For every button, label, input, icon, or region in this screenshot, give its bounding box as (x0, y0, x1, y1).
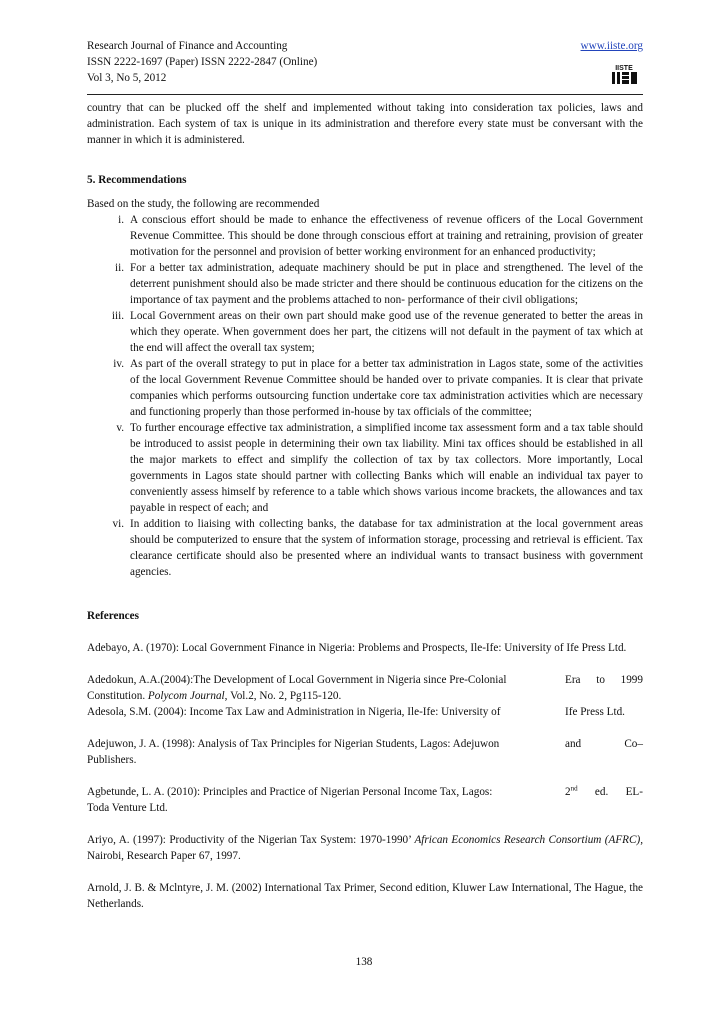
references-heading: References (87, 610, 139, 622)
logo-text: IISTE (615, 65, 633, 72)
list-item: iii. Local Government areas on their own part should make good use of the revenue generated to better the areas in which they operate. When government does her part, the citizens will not default in the payment of tax which at the end will affect the overall tax system; (111, 310, 643, 354)
list-item: ii. For a better tax administration, adequate machinery should be put in place and strengthened. The level of the deterrent punishment should also be made stricter and there should be continuous education for the citizens on the importance of tax payment and the problems attached to non- performance of their civil obligations; (114, 262, 643, 306)
reference-adedokun: Adedokun, A.A.(2004):The Development of Local Government in Nigeria since Pre-Colonial Era to 1999 (87, 674, 643, 686)
list-item: v. To further encourage effective tax administration, a simplified income tax assessment form and a tax table should be introduced to assist people in determining their own tax liability. Mini tax offices should be established in all the major markets to effect and simplify the collection of tax by tax collectors. More importantly, Local governments in Lagos state should partner with collecting Banks which will enable an individual tax payer to conveniently assess himself by reference to a table which shows various income brackets, the allowances and tax payable in respect of each; and (116, 422, 643, 514)
list-item: vi. In addition to liaising with collecting banks, the database for tax administration at the local government areas should be computerized to ensure that the system of information storage, processing and retrieval is efficient. Tax clearance certificate should also be presented where an individual wants to transact business with government agencies. (112, 518, 643, 578)
reference-agbetunde: Agbetunde, L. A. (2010): Principles and Practice of Nigerian Personal Income Tax, Lagos: 2nd ed. EL- (87, 784, 643, 798)
journal-volume: Vol 3, No 5, 2012 (87, 72, 167, 84)
document-page (87, 38, 643, 912)
reference-adesola: Adesola, S.M. (2004): Income Tax Law and Administration in Nigeria, Ile-Ife: University of Ife Press Ltd. (87, 706, 625, 718)
reference-agbetunde-cont: Toda Venture Ltd. (87, 802, 168, 814)
journal-header (87, 38, 643, 92)
reference-ariyo: Ariyo, A. (1997): Productivity of the Nigerian Tax System: 1970-1990’ African Economics Research Consortium (AFRC), Nairobi, Research Paper 67, 1997. (87, 834, 643, 862)
recommendations-intro: Based on the study, the following are recommended (87, 198, 320, 210)
recommendations-list (87, 212, 643, 580)
recommendations-heading: 5. Recommendations (87, 174, 187, 186)
list-item: i. A conscious effort should be made to enhance the effectiveness of revenue officers of the Local Government Revenue Committee. This should be done through conscious effort at training and retraining, provision of greater motivation for the personnel and provision of better working environment for an enhanced productivity; (118, 214, 643, 258)
journal-issn: ISSN 2222-1697 (Paper) ISSN 2222-2847 (Online) (87, 56, 318, 68)
reference-adedokun-cont: Constitution. Polycom Journal, Vol.2, No. 2, Pg115-120. (87, 690, 342, 702)
references-list (87, 640, 643, 912)
reference-arnold: Arnold, J. B. & Mclntyre, J. M. (2002) International Tax Primer, Second edition, Kluwer Law International, The Hague, the Netherlands. (87, 882, 643, 910)
iiste-logo (609, 58, 639, 86)
page-number: 138 (355, 956, 373, 968)
header-divider (87, 94, 643, 95)
reference-adejuwon-cont: Publishers. (87, 754, 137, 766)
journal-url-link[interactable]: www.iiste.org (580, 40, 643, 52)
reference-adebayo: Adebayo, A. (1970): Local Government Finance in Nigeria: Problems and Prospects, Ile-Ife: University of Ife Press Ltd. (87, 642, 627, 654)
lead-paragraph: country that can be plucked off the shelf and implemented without taking into consideration tax policies, laws and administration. Each system of tax is unique in its administration and therefore every state must be conversant with the manner in which it is administered. (87, 102, 643, 146)
journal-title: Research Journal of Finance and Accounting (87, 40, 288, 52)
list-item: iv. As part of the overall strategy to put in place for a better tax administration in Lagos state, some of the activities of the local Government Revenue Committee should be handed over to private companies. It is clear that private companies which performs outsourcing function undertake core tax administration activities which are necessary and functioning properly than those performed in-house by tax officials of the committee; (113, 358, 643, 418)
reference-adejuwon: Adejuwon, J. A. (1998): Analysis of Tax Principles for Nigerian Students, Lagos: Adejuwon and Co– (87, 738, 643, 750)
